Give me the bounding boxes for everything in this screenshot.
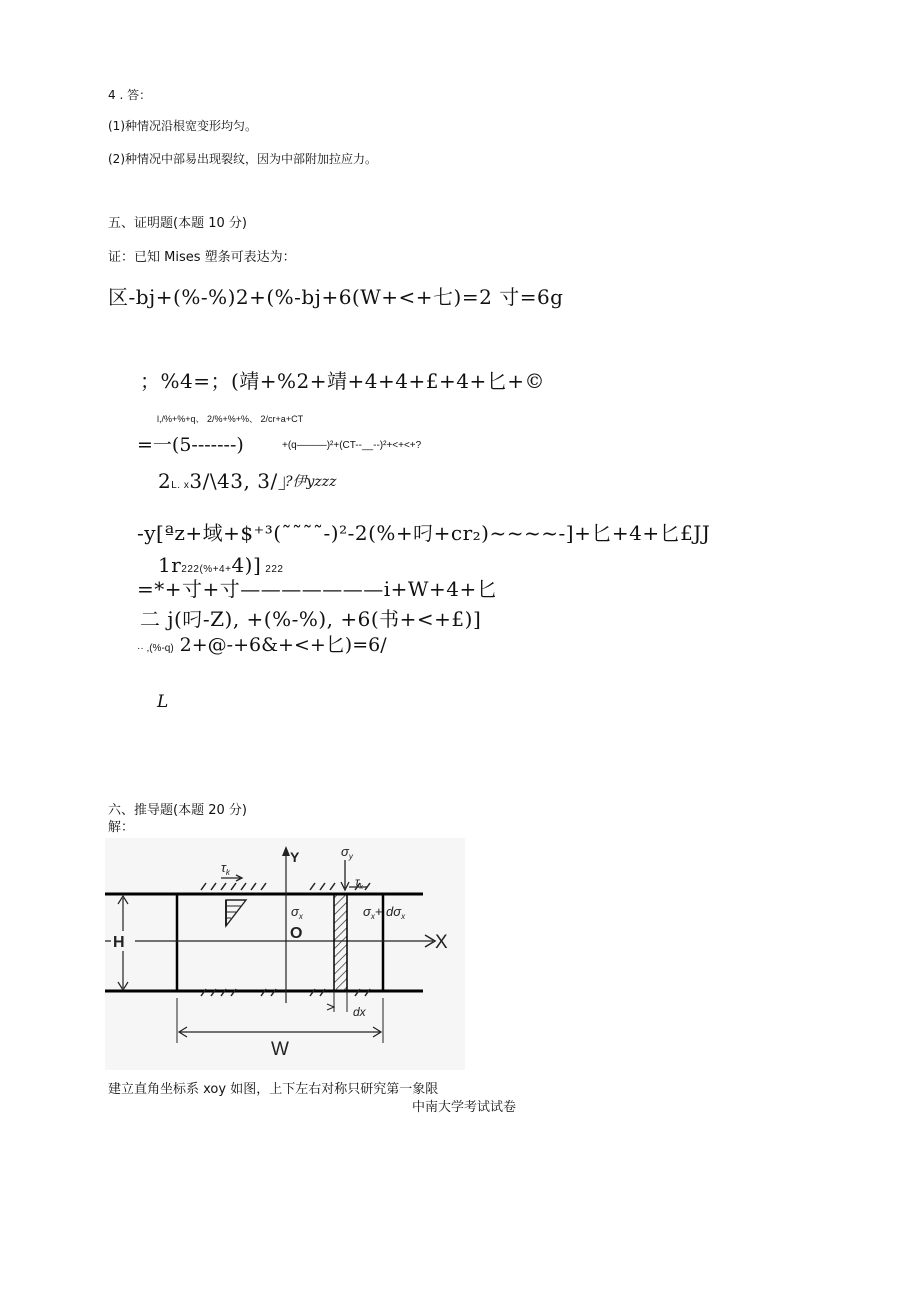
origin-label: O	[290, 925, 303, 942]
equation-5: -y[ªz+域+$⁺³(˜˜˜˜-)²-2(%+叼+cr₂)~~~~-]+匕+4+匕£JJ	[137, 521, 711, 545]
equation-6-part-3: 4)]	[231, 553, 262, 577]
plate-compression-diagram	[105, 838, 465, 1070]
equation-3-main: =一(5-------)	[137, 434, 244, 456]
equation-6-part-2: 222(%+4+	[181, 564, 232, 575]
equation-4-tail: ?伊yzzz	[285, 474, 337, 490]
equation-3-tail: +(q———)²+(CT--__--)²+<+<+?	[282, 440, 422, 451]
equation-7: =*+寸+寸———————i+W+4+匕	[137, 577, 498, 601]
equation-4-small: L. x	[171, 480, 190, 491]
q5-intro: 证：已知 Mises 塑条可表达为：	[108, 250, 296, 265]
equation-10: L	[157, 692, 169, 712]
sigma-x-left-label: $\sigma_x$	[291, 904, 303, 921]
tau-right-label: $\tau_k$	[355, 875, 363, 891]
q6-heading: 六、推导题(本题 20 分)	[108, 803, 247, 818]
equation-6-part-4: 222	[265, 564, 284, 575]
dx-label: dx	[353, 1005, 366, 1019]
equation-9	[137, 630, 387, 657]
sigma-x-right-label: $\sigma_x+ d\sigma_x$	[363, 904, 406, 921]
q6-solution-label: 解：	[108, 820, 135, 835]
q4-line-1: (1)种情况沿根宽变形均匀。	[108, 119, 257, 133]
x-axis-label: X	[435, 932, 448, 953]
equation-3-superscript: l,/%+%+q、 2/%+%+%、 2/cr+a+CT	[157, 414, 304, 424]
footer-title: 中南大学考试试卷	[412, 1100, 517, 1115]
differential-strip	[334, 894, 347, 991]
equation-9-main: 2+@-+6&+<+匕)=6/	[179, 634, 387, 656]
q4-line-2: (2)种情况中部易出现裂纹，因为中部附加拉应力。	[108, 152, 377, 166]
mises-equation-1: 区-bj+(%-%)2+(%-bj+6(W+<+七)=2 寸=6g	[108, 285, 564, 309]
height-label: H	[113, 934, 125, 951]
equation-6-part-1: 1r	[158, 553, 182, 577]
equation-8: 二 j(叼-Z), +(%-%), +6(书+<+£)]	[140, 607, 482, 631]
tau-left-label: $\tau_k$	[221, 860, 230, 877]
sigma-y-label: $\sigma_y$	[341, 844, 353, 861]
q4-title: 4 . 答：	[108, 88, 152, 102]
mises-equation-2: ；%4=；(靖+%2+靖+4+4+£+4+匕+©	[140, 369, 545, 393]
figure-caption: 建立直角坐标系 xoy 如图，上下左右对称只研究第一象限	[108, 1082, 439, 1097]
q5-heading: 五、证明题(本题 10 分)	[108, 216, 247, 231]
width-label: W	[271, 1039, 289, 1060]
equation-4-part-2: 3/\43, 3/」	[189, 469, 299, 493]
y-axis-label: Y	[290, 849, 300, 865]
equation-4-main	[158, 465, 298, 494]
equation-9-small: ·· ,(%-q)	[137, 643, 174, 654]
equation-4-part-1: 2	[158, 469, 172, 493]
